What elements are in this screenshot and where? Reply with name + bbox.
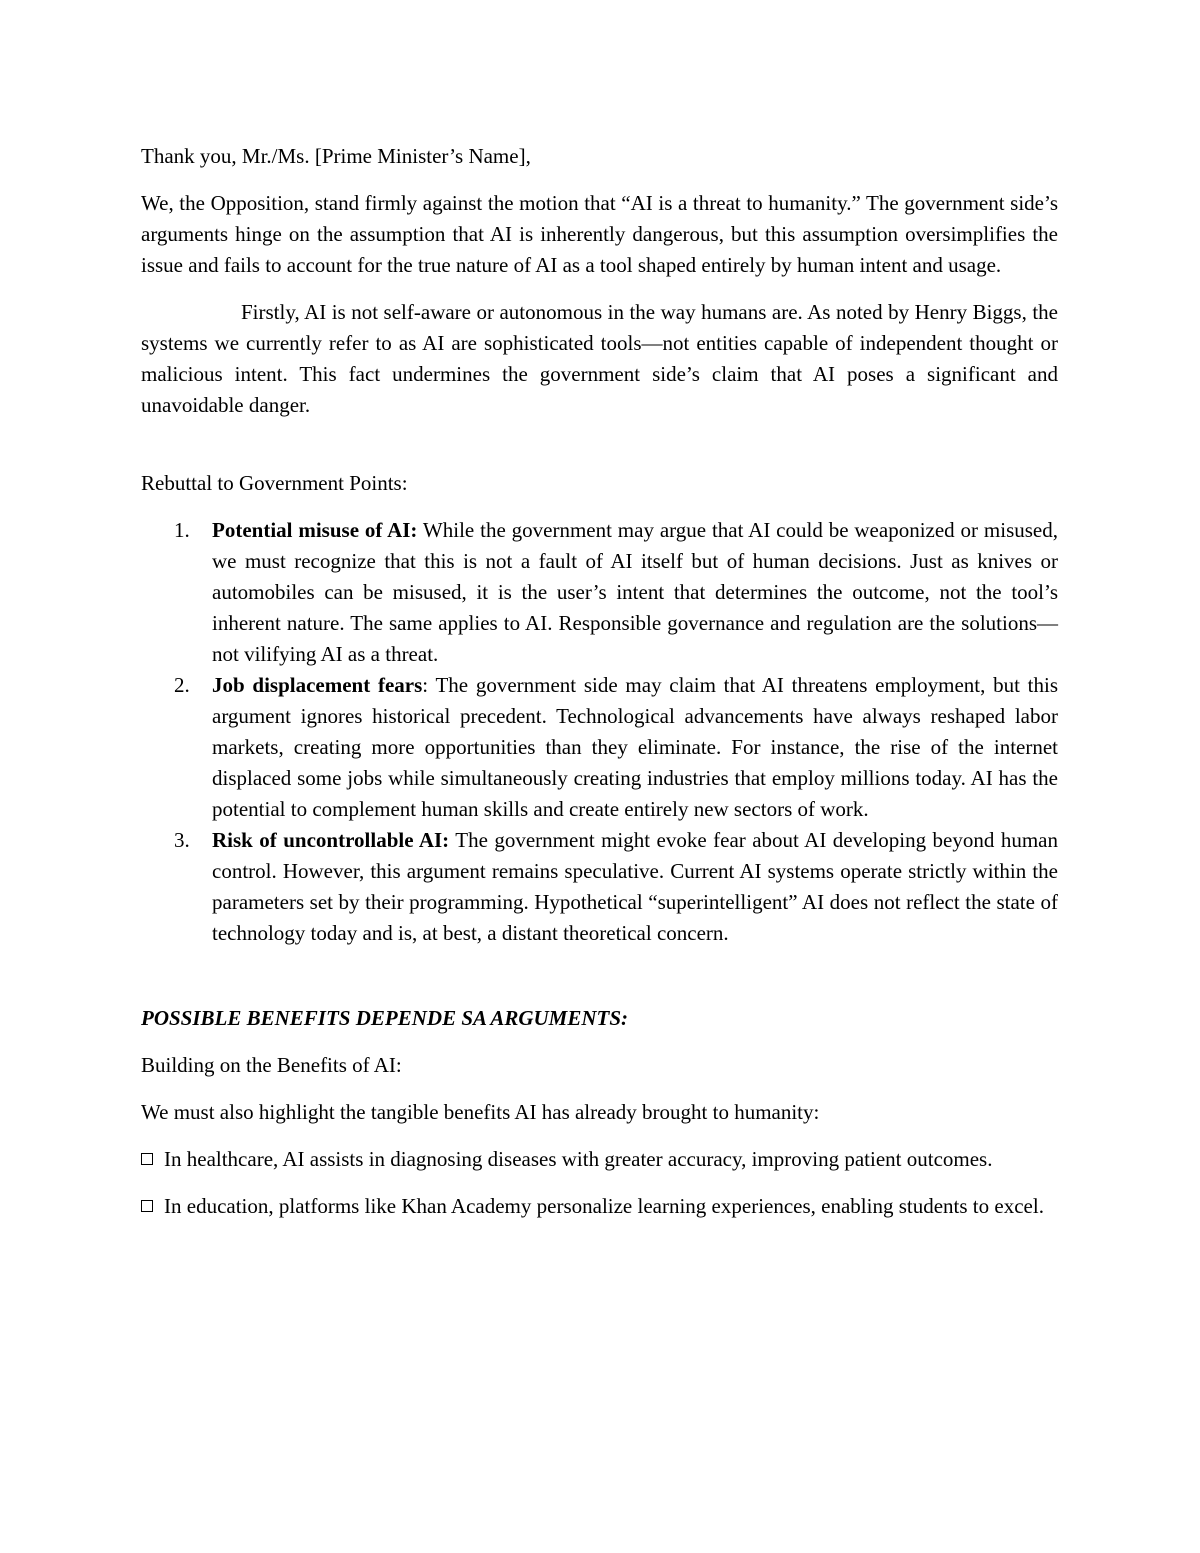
square-bullet-icon	[141, 1200, 153, 1212]
intro-paragraph: We, the Opposition, stand firmly against the motion that “AI is a threat to humanity.” The government side’s arguments hinge on the assumption that AI is inherently dangerous, but this assumption oversimplifies the issue and fails to account for the true nature of AI as a tool shaped entirely by human intent and usage.	[141, 191, 1058, 277]
benefits-intro: We must also highlight the tangible benefits AI has already brought to humanity:	[141, 1100, 820, 1124]
benefits-heading: POSSIBLE BENEFITS DEPENDE SA ARGUMENTS:	[141, 1006, 629, 1030]
square-bullet-icon	[141, 1153, 153, 1165]
rebuttal-list	[141, 515, 1058, 949]
rebuttal-item-title: Potential misuse of AI:	[212, 518, 418, 542]
rebuttal-item-text: : The government side may claim that AI threatens employment, but this argument ignores historical precedent. Technological advancements have always reshaped labor markets, creating more opportunities than they eliminate. For instance, the rise of the internet displaced some jobs while simultaneously creating industries that employ millions today. AI has the potential to complement human skills and create entirely new sectors of work.	[212, 673, 1058, 821]
benefits-subheading: Building on the Benefits of AI:	[141, 1053, 402, 1077]
rebuttal-item-number: 3.	[174, 828, 190, 852]
benefit-item-text: In education, platforms like Khan Academy personalize learning experiences, enabling students to excel.	[164, 1194, 1044, 1218]
benefit-item	[141, 1191, 1058, 1222]
rebuttal-item-title: Job displacement fears	[212, 673, 423, 697]
rebuttal-item	[174, 670, 1058, 825]
firstly-paragraph: Firstly, AI is not self-aware or autonomous in the way humans are. As noted by Henry Biggs, the systems we currently refer to as AI are sophisticated tools—not entities capable of independent thought or malicious intent. This fact undermines the government side’s claim that AI poses a significant and unavoidable danger.	[141, 300, 1058, 417]
benefit-item	[141, 1144, 1058, 1175]
benefit-item-text: In healthcare, AI assists in diagnosing diseases with greater accuracy, improving patient outcomes.	[164, 1147, 993, 1171]
rebuttal-item-text: The government might evoke fear about AI developing beyond human control. However, this argument remains speculative. Current AI systems operate strictly within the parameters set by their programming. Hypothetical “superintelligent” AI does not reflect the state of technology today and is, at best, a distant theoretical concern.	[212, 828, 1058, 945]
rebuttal-item-text: While the government may argue that AI could be weaponized or misused, we must recognize that this is not a fault of AI itself but of human decisions. Just as knives or automobiles can be misused, it is the user’s intent that determines the outcome, not the tool’s inherent nature. The same applies to AI. Responsible governance and regulation are the solutions—not vilifying AI as a threat.	[212, 518, 1058, 666]
rebuttal-heading: Rebuttal to Government Points:	[141, 471, 408, 495]
rebuttal-item	[174, 825, 1058, 949]
salutation: Thank you, Mr./Ms. [Prime Minister’s Name],	[141, 144, 531, 168]
rebuttal-item-title: Risk of uncontrollable AI:	[212, 828, 450, 852]
document-body	[141, 141, 1058, 1222]
spacer	[141, 421, 1058, 468]
rebuttal-item-number: 2.	[174, 673, 190, 697]
rebuttal-item-number: 1.	[174, 518, 190, 542]
rebuttal-item	[174, 515, 1058, 670]
